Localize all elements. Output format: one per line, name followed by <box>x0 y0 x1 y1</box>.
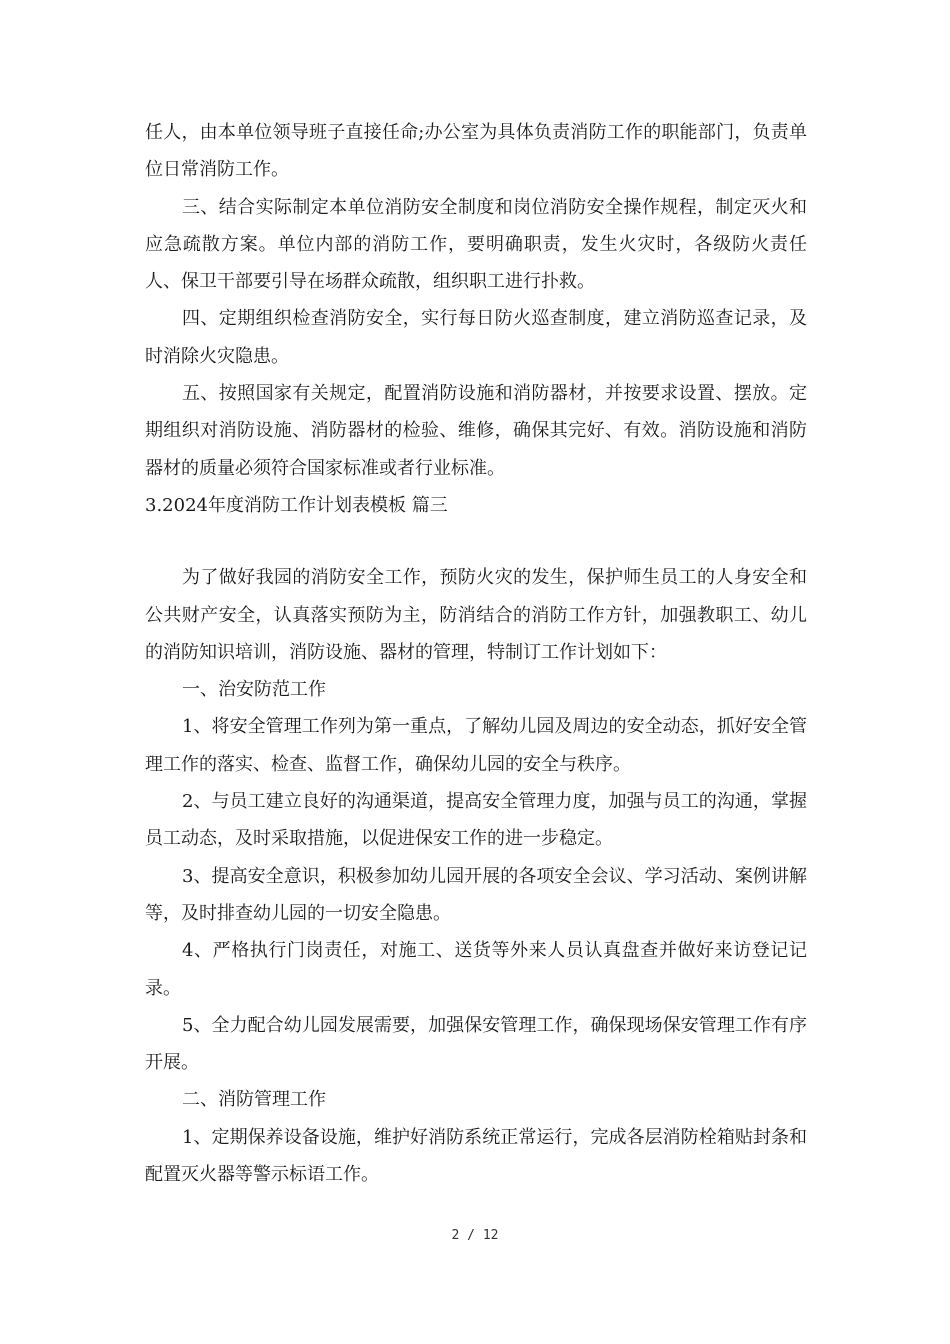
paragraph-item-five: 五、按照国家有关规定，配置消防设施和消防器材，并按要求设置、摆放。定期组织对消防设施、消防器材的检验、维修，确保其完好、有效。消防设施和消防器材的质量必须符合国家标准或者行业标准。 <box>145 383 807 479</box>
part1-item-2: 2、与员工建立良好的沟通渠道，提高安全管理力度，加强与员工的沟通，掌握员工动态，及时采取措施，以促进保安工作的进一步稳定。 <box>145 791 807 850</box>
part1-item-5: 5、全力配合幼儿园发展需要，加强保安管理工作，确保现场保安管理工作有序开展。 <box>145 1014 807 1074</box>
part1-item-4: 4、严格执行门岗责任，对施工、送货等外来人员认真盘查并做好来访登记记录。 <box>145 940 807 999</box>
document-body <box>145 114 807 1193</box>
part2-item-1: 1、定期保养设备设施，维护好消防系统正常运行，完成各层消防栓箱贴封条和配置灭火器等警示标语工作。 <box>145 1126 807 1186</box>
paragraph-item-four: 四、定期组织检查消防安全，实行每日防火巡查制度，建立消防巡查记录，及时消除火灾隐患。 <box>145 308 807 367</box>
part1-item-3: 3、提高安全意识，积极参加幼儿园开展的各项安全会议、学习活动、案例讲解等，及时排查幼儿园的一切安全隐患。 <box>145 865 807 924</box>
paragraph-item-three: 三、结合实际制定本单位消防安全制度和岗位消防安全操作规程，制定灭火和应急疏散方案。单位内部的消防工作，要明确职责，发生火灾时，各级防火责任人、保卫干部要引导在场群众疏散，组织职工进行扑救。 <box>145 196 807 293</box>
page-number: 2 / 12 <box>451 1228 499 1243</box>
part1-item-1: 1、将安全管理工作列为第一重点，了解幼儿园及周边的安全动态，抓好安全管理工作的落实、检查、监督工作，确保幼儿园的安全与秩序。 <box>145 716 807 775</box>
section-spacer <box>145 524 807 559</box>
section-heading: 3.2024年度消防工作计划表模板 篇三 <box>145 494 448 516</box>
part1-title: 一、治安防范工作 <box>182 679 326 701</box>
intro-paragraph: 为了做好我园的消防安全工作，预防火灾的发生，保护师生员工的人身安全和公共财产安全，认真落实预防为主，防消结合的消防工作方针，加强教职工、幼儿的消防知识培训，消防设施、器材的管理，特制订工作计划如下： <box>145 567 807 663</box>
part2-title: 二、消防管理工作 <box>182 1089 326 1111</box>
paragraph-continuation: 任人，由本单位领导班子直接任命;办公室为具体负责消防工作的职能部门，负责单位日常消防工作。 <box>145 122 807 181</box>
